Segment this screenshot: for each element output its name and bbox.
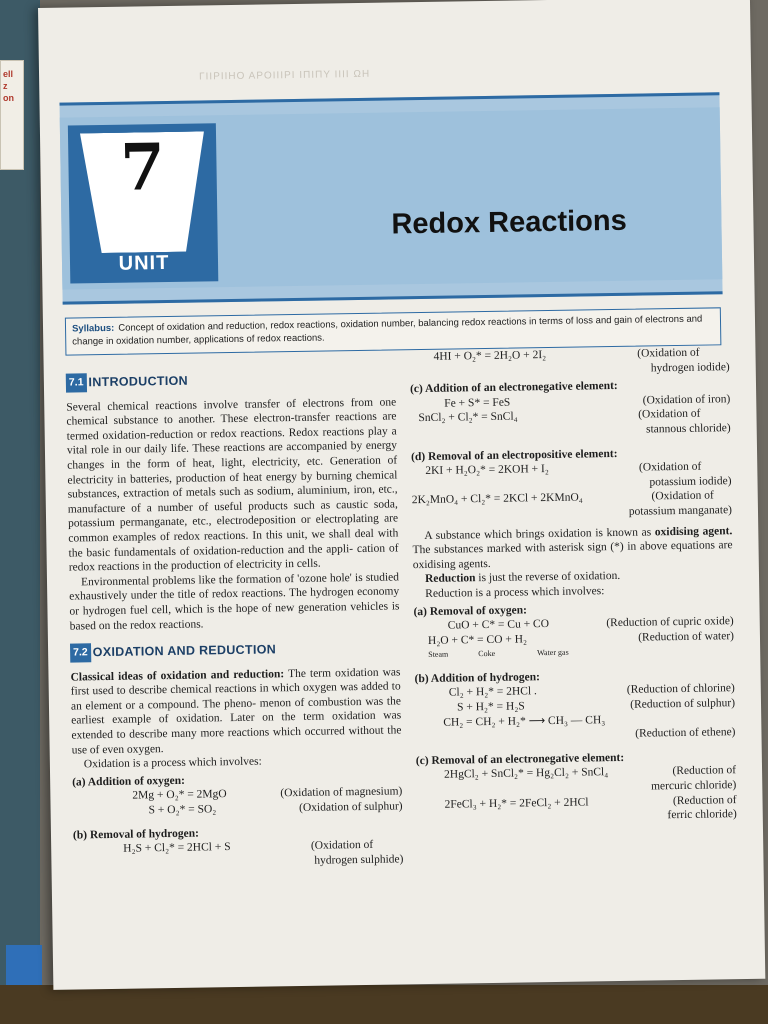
equation: 2HgCl₂ + SnCl₂* = Hg₂Cl₂ + SnCl₄	[444, 766, 609, 782]
equation: 2Mg + O₂* = 2MgO	[132, 788, 227, 803]
equation-note: (Reduction of	[672, 764, 737, 778]
equation-note: (Reduction of cupric oxide)	[606, 615, 734, 630]
classical-ideas-text: The term oxidation was first used to describe chemical reactions in which oxygen was added to an element or a compound. The pheno- menon of combustion was the earliest example of oxidation. Later on the term oxidation was extended to describe many more reactions which occurred without the use of even oxygen.	[70, 666, 402, 757]
equation: 2K₂MnO₄ + Cl₂* = 2KCl + 2KMnO₄	[411, 491, 583, 507]
section-number: 7.1	[66, 373, 87, 392]
textbook-page	[38, 0, 765, 990]
equation-note: (Reduction of chlorine)	[626, 682, 735, 697]
equation-note: (Reduction of ethene)	[635, 726, 736, 740]
equation-note: (Oxidation of magnesium)	[280, 785, 403, 800]
equation: 4HI + O₂* = 2H₂O + 2I₂	[433, 349, 547, 363]
oxidising-agent-paragraph	[412, 524, 733, 573]
chapter-title: Redox Reactions	[391, 204, 627, 241]
label-water-gas: Water gas	[537, 648, 569, 658]
oxidising-agent-term: oxidising agent.	[654, 524, 733, 538]
equation-note: (Oxidation of	[310, 839, 374, 853]
equation: S + O₂* = SO₂	[148, 803, 217, 817]
equation: 2FeCl₃ + H₂* = 2FeCl₂ + 2HCl	[444, 796, 589, 811]
bleed-through-text: ΓΙΙΡΙΙΗΟ ΑΡΟΙΙΙΡΙ ΙΠΙΠΥ ΙΙΙΙ ΩΗ	[199, 68, 371, 83]
equation: H₂S + Cl₂* = 2HCl + S	[123, 841, 231, 855]
equation: Cl₂ + H₂* = 2HCl .	[448, 685, 537, 700]
equation-note: potassium manganate)	[628, 504, 733, 518]
section-heading-oxidation-reduction	[70, 638, 400, 662]
chapter-header-inner	[60, 107, 723, 289]
equation-note: (Reduction of	[672, 793, 737, 807]
equation-note: (Oxidation of	[638, 408, 701, 421]
oxidation-definition: Oxidation is a process which involves:	[83, 755, 262, 771]
equation-note: (Oxidation of	[637, 346, 700, 360]
syllabus-label: Syllabus:	[71, 322, 115, 335]
reduction-term: Reduction	[424, 572, 476, 586]
bookmark-strip	[6, 945, 42, 990]
unit-badge	[68, 123, 218, 283]
oxidising-agent-text: A substance which brings oxidation is known as	[424, 525, 655, 542]
classical-ideas-paragraph	[70, 665, 401, 758]
equation-note: (Reduction of water)	[638, 629, 735, 644]
label-coke: Coke	[478, 649, 496, 659]
equation-note: ferric chloride)	[667, 808, 737, 822]
unit-label: UNIT	[118, 251, 170, 275]
intro-paragraph-1: Several chemical reactions involve transfer of electrons from one chemical substance to another. These electron-transfer reactions are termed oxidation-reduction or redox reactions. Redox reactions play a vital role in our daily life. These reactions are accompanied by energy changes in the form of heat, light, electricity, etc. Generation of electricity in batteries, production of heat energy by burning chemical substances, extraction of metals such as sodium, aluminium, iron, etc., manufacture of a number of useful products such as caustic soda, potassium permanganate, etc., electrodeposition or electroplating are common examples of redox reactions. In this unit, we shall deal with the basic fundamentals of oxidation-reduction and the appli- cation of redox reactions in the production of electricity in cells.	[66, 396, 399, 574]
reduction-intro-text: is just the reverse of oxidation.	[475, 570, 621, 585]
reduction-c-heading: (c) Removal of an electronegative element:	[415, 751, 625, 768]
equation-note: mercuric chloride)	[650, 779, 737, 793]
adjacent-page-text: on	[3, 93, 14, 103]
reduction-b-heading: (b) Addition of hydrogen:	[414, 671, 541, 686]
oxidation-c-heading: (c) Addition of an electronegative element:	[409, 380, 618, 396]
desk-surface	[0, 985, 768, 1024]
equation-note: (Oxidation of iron)	[642, 392, 731, 407]
right-column	[409, 345, 736, 827]
equation: CuO + C* = Cu + CO	[447, 618, 550, 632]
section-title: INTRODUCTION	[88, 373, 189, 390]
section-number: 7.2	[70, 643, 91, 662]
equation: H₂O + C* = CO + H₂	[427, 633, 528, 647]
equation-note: hydrogen iodide)	[650, 360, 730, 375]
left-column	[66, 364, 404, 872]
classical-ideas-lead: Classical ideas of oxidation and reduction:	[70, 667, 285, 684]
section-title: OXIDATION AND REDUCTION	[92, 642, 277, 660]
equation-note: potassium iodide)	[649, 474, 732, 489]
reduction-a-heading: (a) Removal of oxygen:	[413, 603, 527, 618]
adjacent-page-text: z	[3, 81, 8, 91]
equation: Fe + S* = FeS	[444, 396, 511, 410]
oxidation-a-heading: (a) Addition of oxygen:	[72, 774, 186, 789]
section-heading-introduction	[66, 368, 396, 392]
equation-note: hydrogen sulphide)	[314, 853, 404, 867]
syllabus-text: Concept of oxidation and reduction, redox reactions, oxidation number, balancing redox reactions in terms of loss and gain of electrons and change in oxidation number, applications of redox reactions.	[72, 313, 703, 348]
oxidising-agent-text: The substances marked with asterisk sign (*) in above equations are oxidising agents.	[412, 539, 733, 571]
reduction-definition: Reduction is a process which involves:	[425, 585, 605, 600]
equation-note: (Reduction of sulphur)	[630, 697, 736, 711]
equation: SnCl₂ + Cl₂* = SnCl₄	[418, 410, 518, 425]
chapter-header	[59, 92, 722, 304]
oxidation-b-heading: (b) Removal of hydrogen:	[72, 827, 200, 842]
oxidation-d-heading: (d) Removal of an electropositive element:	[411, 447, 618, 463]
equation-note: (Oxidation of sulphur)	[299, 800, 403, 815]
equation: 2KI + H₂O₂* = 2KOH + I₂	[425, 463, 549, 478]
adjacent-page-text: ell	[3, 69, 14, 79]
equation-note: (Oxidation of	[651, 489, 714, 503]
equation: CH₂ = CH₂ + H₂* ⟶ CH₃ — CH₃	[443, 713, 606, 729]
adjacent-book-page	[0, 60, 24, 170]
equation: S + H₂* = H₂S	[456, 700, 525, 714]
chapter-number: 7	[119, 130, 166, 206]
label-steam: Steam	[428, 649, 449, 660]
equation-note: (Oxidation of	[638, 460, 702, 474]
intro-paragraph-2: Environmental problems like the formation of 'ozone hole' is studied exhaustively under the title of redox reactions. The hydrogen economy or hydrogen fuel cell, which is the hope of new generation vehicles is based on the redox reactions.	[69, 571, 400, 633]
equation-note: stannous chloride)	[645, 422, 731, 436]
